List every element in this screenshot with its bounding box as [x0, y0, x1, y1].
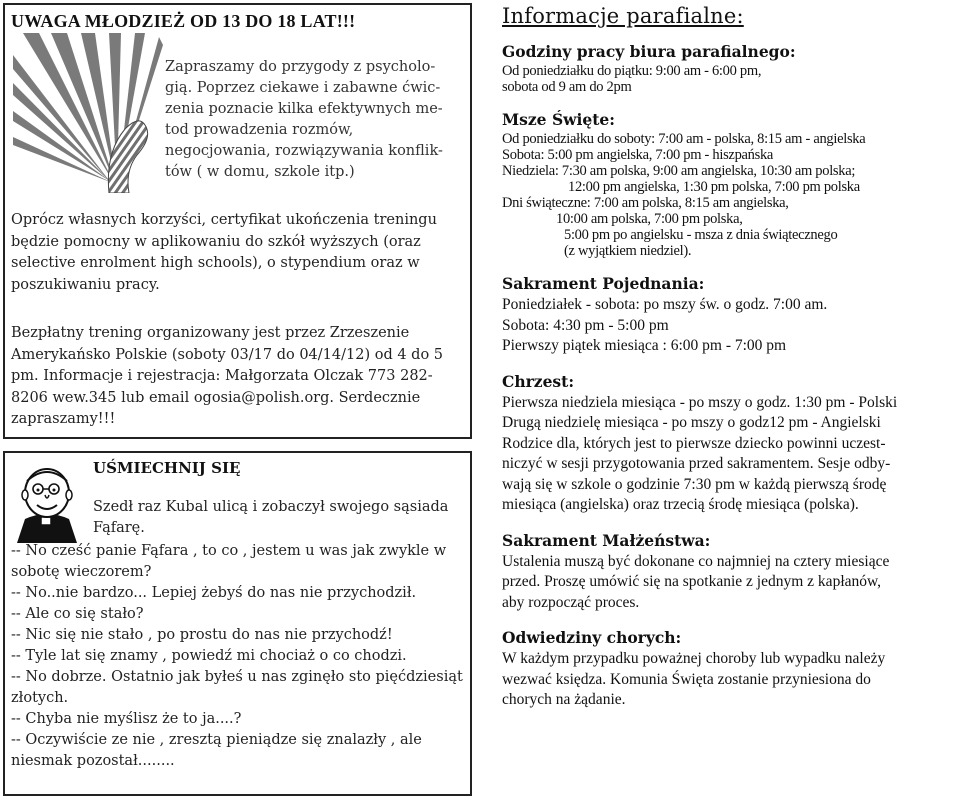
masses-section: Msze Święte: Od poniedziałku do soboty: 7:00 am - polska, 8:15 am - angielska Sobota: 5:00 pm angielska, 7:00 pm - hiszpańska Niedziela: 7:30 am polska, 9:00 am angielska, 10:30 am polska; 12:00 pm angielska, 1:30 pm polska, 7:00 pm polska Dni świąteczne: 7:00 am polska, 8:15 am angielska, 10:00 am polska, 7:00 pm polska, 5:00 pm po angielsku - msza z dnia świątecznego (z wyjątkiem niedziel).	[500, 110, 956, 259]
marriage-section: Sakrament Małżeństwa: Ustalenia muszą być dokonane co najmniej na cztery miesiące przed. Proszę umówić się na spotkanie z jednym z kapłanów, aby rozpocząć proces.	[500, 531, 956, 614]
youth-announcement-box	[3, 3, 472, 439]
joke-title: UŚMIECHNIJ SIĘ	[93, 459, 241, 477]
youth-title: UWAGA MŁODZIEŻ OD 13 DO 18 LAT!!!	[11, 11, 356, 31]
joke-line: -- Oczywiście ze nie , zresztą pieniądze się znalazły , ale niesmak pozostał........	[11, 732, 422, 769]
joke-line: -- Nic się nie stało , po prostu do nas nie przychodź!	[11, 627, 393, 643]
baptism-heading: Chrzest:	[502, 371, 575, 391]
priest-cartoon-illustration	[11, 461, 83, 543]
marriage-heading: Sakrament Małżeństwa:	[502, 530, 711, 550]
joke-dialogue	[11, 541, 471, 772]
parish-info-title: Informacje parafialne:	[502, 4, 744, 28]
sick-visits-heading: Odwiedziny chorych:	[502, 628, 682, 647]
baptism-section: Chrzest: Pierwsza niedziela miesiąca - po mszy o godz. 1:30 pm - Polski Drugą niedzielę miesiąca - po mszy o godz12 pm - Angielski Rodzice dla, których jest to pierwsze dziecko powinni uczest- niczyć w sesji przygotowania przed sakramentem. Sesje odby- wają się w szkole o godzinie 7:30 pm w każdą pierwszą środę miesiąca (angielska) oraz trzecią środę miesiąca (polska).	[500, 372, 956, 516]
joke-line: -- Chyba nie myślisz że to ja....?	[11, 711, 242, 727]
joke-line: -- Tyle lat się znamy , powiedź mi chociaż o co chodzi.	[11, 648, 407, 664]
joke-lead: Szedł raz Kubal ulicą i zobaczył swojego sąsiada Fąfarę.	[93, 499, 449, 536]
sick-visits-section: Odwiedziny chorych: W każdym przypadku poważnej choroby lub wypadku należy wezwać księdza. Komunia Święta zostanie przyniesiona do chorych na żądanie.	[500, 628, 956, 711]
parish-info-column	[500, 4, 956, 726]
confession-heading: Sakrament Pojednania:	[502, 274, 705, 293]
youth-intro-text: Zapraszamy do przygody z psycholo- gią. Poprzez ciekawe i zabawne ćwic- zenia poznacie kilka efektywnych me- tod prowadzenia rozmów, negocjowania, rozwiązywania konflik- tów ( w domu, szkole itp.)	[165, 59, 443, 180]
joke-line: -- No dobrze. Ostatnio jak byłeś u nas zginęło sto pięćdziesiąt złotych.	[11, 669, 463, 706]
joke-line: -- No cześć panie Fąfara , to co , jestem u was jak zwykle w sobotę wieczorem?	[11, 543, 447, 580]
confession-section: Sakrament Pojednania: Poniedziałek - sobota: po mszy św. o godz. 7:00 am. Sobota: 4:30 pm - 5:00 pm Pierwszy piątek miesiąca : 6:00 pm - 7:00 pm	[500, 274, 956, 357]
registration-paragraph: Bezpłatny trening organizowany jest przez Zrzeszenie Amerykańsko Polskie (soboty 03/17 do 04/14/12) od 4 do 5 pm. Informacje i rejestracja: Małgorzata Olczak 773 282-8206 wew.345 lub email ogosia@polish.org. Serdecznie zapraszamy!!!	[11, 325, 444, 427]
office-hours-section: Godziny pracy biura parafialnego: Od poniedziałku do piątku: 9:00 am - 6:00 pm, sobota od 9 am do 2pm	[500, 42, 956, 95]
masses-heading: Msze Święte:	[502, 110, 615, 129]
sunburst-illustration	[13, 33, 163, 193]
joke-box	[3, 451, 472, 796]
joke-line: -- Ale co się stało?	[11, 606, 144, 622]
office-hours-heading: Godziny pracy biura parafialnego:	[502, 42, 796, 61]
certificate-paragraph: Oprócz własnych korzyści, certyfikat ukończenia treningu będzie pomocny w aplikowaniu do szkół wyższych (oraz selective enrolment high schools), o stypendium oraz w poszukiwaniu pracy.	[11, 212, 437, 293]
joke-line: -- No..nie bardzo... Lepiej żebyś do nas nie przychodził.	[11, 585, 417, 601]
